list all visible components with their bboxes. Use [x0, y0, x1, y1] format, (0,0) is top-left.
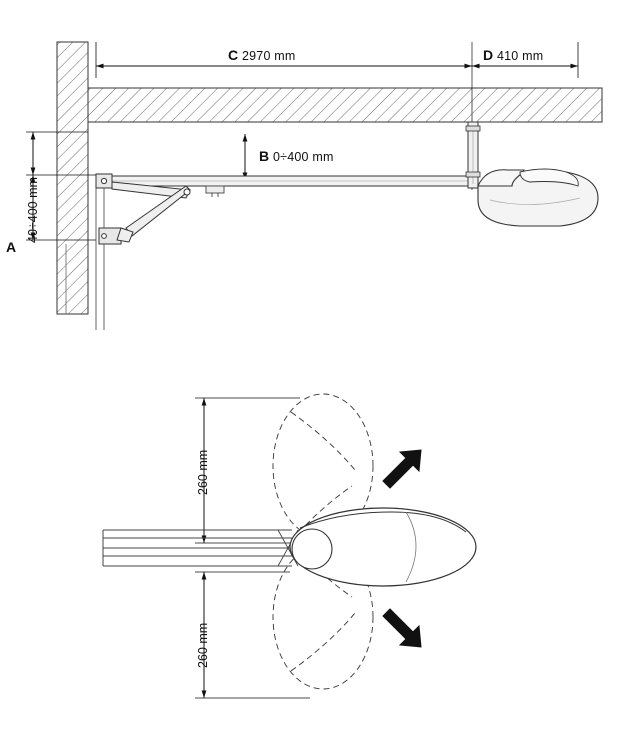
rotation-arrow-lower: [383, 609, 421, 647]
dimension-letter-b: B: [259, 148, 270, 164]
dimension-value-upper-260: 260 mm: [196, 449, 210, 495]
dimension-label-c: [228, 47, 296, 63]
side-elevation-view: [26, 42, 602, 330]
plan-view: [103, 394, 476, 698]
dimension-letter-c: C: [228, 47, 239, 63]
articulated-arm: [99, 182, 190, 244]
dimension-lower-260: [195, 572, 310, 698]
dimension-value-lower-260: 260 mm: [196, 622, 210, 668]
dimension-label-d: [483, 47, 543, 63]
dimension-value-b: 0÷400 mm: [273, 150, 334, 164]
rotation-arrow-upper: [383, 450, 421, 488]
dimension-value-d: 410 mm: [497, 49, 544, 63]
dimension-value-a: 40÷400 mm: [26, 177, 40, 243]
ceiling-slab: [88, 88, 602, 122]
dimension-letter-d: D: [483, 47, 494, 63]
dimension-letter-a: A: [6, 239, 17, 255]
wall-column: [57, 42, 88, 314]
gate-leaf: [103, 530, 298, 566]
operator-body-plan: [290, 508, 476, 586]
motor-assembly: [466, 122, 598, 226]
dimension-value-c: 2970 mm: [242, 49, 296, 63]
dimension-label-b: [259, 148, 334, 164]
